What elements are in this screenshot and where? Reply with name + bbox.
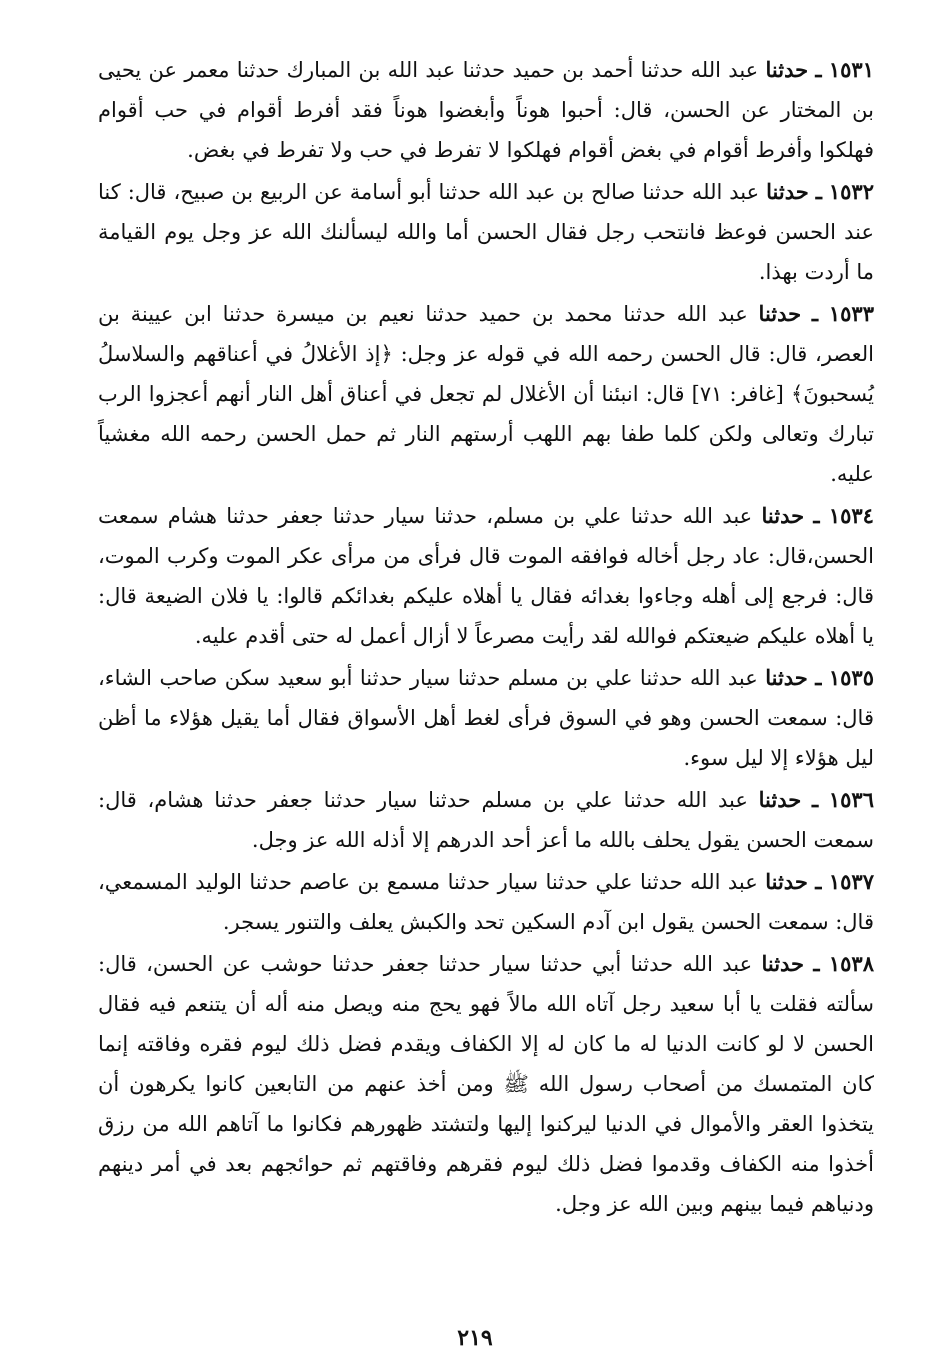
entry-keyword: حدثنا bbox=[758, 787, 802, 812]
entry-dash: ـ bbox=[815, 57, 822, 82]
entry-number: ١٥٣٥ bbox=[828, 665, 874, 690]
hadith-entry-1531 bbox=[98, 50, 874, 170]
hadith-entry-1538 bbox=[98, 944, 874, 1224]
entry-number: ١٥٣٣ bbox=[828, 301, 874, 326]
entry-keyword: حدثنا bbox=[765, 665, 808, 690]
entry-number: ١٥٣٧ bbox=[828, 869, 874, 894]
page-number: ٢١٩ bbox=[457, 1325, 493, 1351]
entry-keyword: حدثنا bbox=[766, 179, 809, 204]
entry-number: ١٥٣٦ bbox=[828, 787, 874, 812]
entry-dash: ـ bbox=[811, 301, 819, 326]
entry-dash: ـ bbox=[811, 787, 819, 812]
entry-text: عبد الله حدثنا علي بن مسلم حدثنا سيار حدثنا جعفر حدثنا هشام، قال: سمعت الحسن يقول يحلف بالله ما أعز أحد الدرهم إلا أذله الله عز وجل. bbox=[98, 788, 874, 852]
entry-text: عبد الله حدثنا أحمد بن حميد حدثنا عبد الله بن المبارك حدثنا معمر عن يحيى بن المختار عن الحسن، قال: أحبوا هوناً وأبغضوا هوناً فقد أفرط أقوام في حب أقوام فهلكوا وأفرط أقوام في بغض أقوام فهلكوا لا تفرط في حب ولا تفرط في بغض. bbox=[98, 58, 874, 162]
hadith-entry-1535 bbox=[98, 658, 874, 778]
entry-number: ١٥٣١ bbox=[828, 57, 874, 82]
hadith-entry-1537 bbox=[98, 862, 874, 942]
hadith-entry-1536 bbox=[98, 780, 874, 860]
entry-dash: ـ bbox=[815, 869, 822, 894]
entry-dash: ـ bbox=[815, 665, 822, 690]
entry-text: عبد الله حدثنا علي حدثنا سيار حدثنا مسمع بن عاصم حدثنا الوليد المسمعي، قال: سمعت الحسن يقول ابن آدم السكين تحد والكبش يعلف والتنور يسجر. bbox=[98, 870, 874, 934]
entry-keyword: حدثنا bbox=[765, 869, 808, 894]
page-body bbox=[98, 50, 874, 1226]
entry-text: عبد الله حدثنا علي بن مسلم حدثنا سيار حدثنا أبو سعيد سكن صاحب الشاء، قال: سمعت الحسن وهو في السوق فرأى لغط أهل الأسواق فقال أما يقيل هؤلاء ما أظن ليل هؤلاء إلا ليل سوء. bbox=[98, 666, 874, 770]
entry-text: عبد الله حدثنا علي بن مسلم، حدثنا سيار حدثنا جعفر حدثنا هشام سمعت الحسن،قال: عاد رجل أخاله فوافقه الموت قال فرأى من مرأى عكر الموت وكرب الموت، قال: فرجع إلى أهله وجاءوا بغدائه فقال يا أهلاه عليكم بغدائكم قالوا: يا فلان الضيعة قال: يا أهلاه عليكم ضيعتكم فوالله لقد رأيت مصرعاً لا أزال أعمل له حتى أقدم عليه. bbox=[98, 504, 874, 648]
entry-dash: ـ bbox=[815, 179, 822, 204]
hadith-entry-1534 bbox=[98, 496, 874, 656]
entry-keyword: حدثنا bbox=[761, 951, 805, 976]
entry-number: ١٥٣٨ bbox=[828, 951, 874, 976]
entry-dash: ـ bbox=[813, 951, 820, 976]
entry-text: عبد الله حدثنا صالح بن عبد الله حدثنا أبو أسامة عن الربيع بن صبيح، قال: كنا عند الحسن فوعظ فانتحب رجل فقال الحسن أما والله ليسألنك الله عز وجل يوم القيامة ما أردت بهذا. bbox=[98, 180, 874, 284]
entry-text: عبد الله حدثنا محمد بن حميد حدثنا نعيم بن ميسرة حدثنا ابن عيينة بن العصر، قال: قال الحسن رحمه الله في قوله عز وجل: ﴿إذ الأغلالُ في أعناقهم والسلاسلُ يُسحبونَ﴾ [غافر: ٧١] قال: انبئنا أن الأغلال لم تجعل في أعناق أهل النار أنهم أعجزوا الرب تبارك وتعالى ولكن كلما طفا بهم اللهب أرستهم النار ثم حمل الحسن رحمه الله مغشياً عليه. bbox=[98, 302, 874, 486]
entry-dash: ـ bbox=[813, 503, 820, 528]
entry-keyword: حدثنا bbox=[765, 57, 809, 82]
entry-number: ١٥٣٤ bbox=[828, 503, 874, 528]
entry-number: ١٥٣٢ bbox=[828, 179, 874, 204]
hadith-entry-1532 bbox=[98, 172, 874, 292]
entry-keyword: حدثنا bbox=[758, 301, 802, 326]
entry-text: عبد الله حدثنا أبي حدثنا سيار حدثنا جعفر حدثنا حوشب عن الحسن، قال: سألته فقلت يا أبا سعيد رجل آتاه الله مالاً فهو يحج منه ويصل منه أله أن يتنعم فيه فقال الحسن لا لو كانت الدنيا له ما كان له إلا الكفاف ويقدم فضل ذلك ليوم فقره وفاقته إنما كان المتمسك من أصحاب رسول الله ﷺ ومن أخذ عنهم من التابعين كانوا يكرهون أن يتخذوا العقر والأموال في الدنيا ليركنوا إليها ولتشتد ظهورهم فكانوا ما آتاهم الله من رزق أخذوا منه الكفاف وقدموا فضل ذلك ليوم فقرهم وفاقتهم ثم حوائجهم بعد في أمر دينهم ودنياهم فيما بينهم وبين الله عز وجل. bbox=[98, 952, 874, 1216]
hadith-entry-1533 bbox=[98, 294, 874, 494]
entry-keyword: حدثنا bbox=[761, 503, 805, 528]
